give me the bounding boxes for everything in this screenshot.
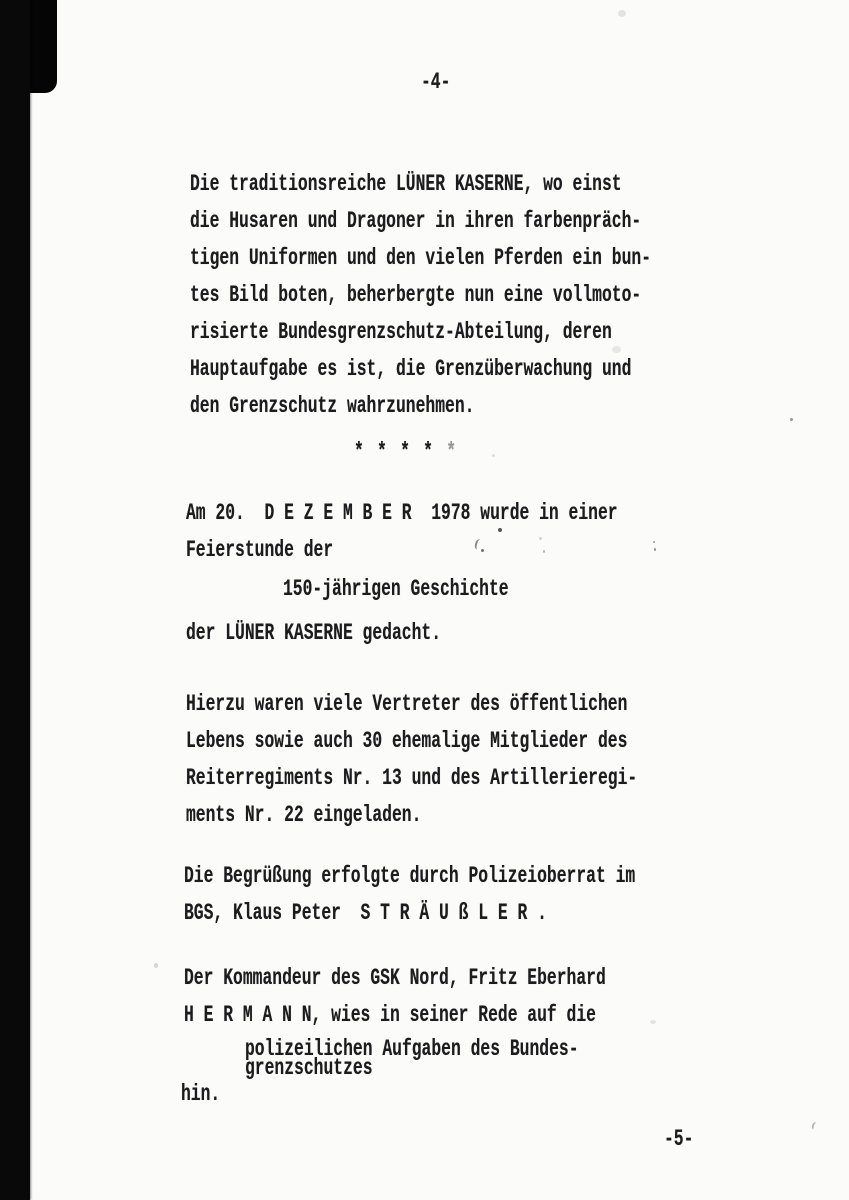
scan-artifact-left-edge-bar <box>0 0 30 1200</box>
paragraph-kaserne-history <box>190 166 833 425</box>
text-line: grenzschutzes <box>245 1054 373 1081</box>
paragraph-commander <box>184 960 772 1034</box>
text-line: polizeilichen Aufgaben des Bundes- <box>245 1036 579 1062</box>
paragraph-ceremony-date <box>186 495 788 569</box>
text-line <box>354 434 458 471</box>
text-line: Hauptaufgabe es ist, die Grenzüberwachung und <box>190 356 632 382</box>
page-number-top: -4- <box>421 69 451 95</box>
separator-stars-main: * * * * <box>354 439 435 465</box>
text-line: risierte Bundesgrenzschutz-Abteilung, deren <box>190 319 612 345</box>
text-line: hin. <box>181 1081 221 1107</box>
scan-speck <box>154 963 158 968</box>
text-line: Der Kommandeur des GSK Nord, Fritz Eberhard <box>184 965 606 991</box>
text-line: Reiterregiments Nr. 13 und des Artillerieregi- <box>186 765 638 791</box>
text-line: Feierstunde der <box>186 537 334 563</box>
text-line: Am 20. D E Z E M B E R 1978 wurde in einer <box>186 500 618 526</box>
text-line: Hierzu waren viele Vertreter des öffentlichen <box>186 691 628 717</box>
text-line: tes Bild boten, beherbergte nun eine vollmoto- <box>190 282 642 308</box>
separator-star-faint: * <box>434 439 458 465</box>
scan-speck <box>492 454 495 457</box>
text-line: H E R M A N N, wies in seiner Rede auf die <box>184 1002 596 1028</box>
line-150-years <box>283 571 598 608</box>
text-line: 150-jährigen Geschichte <box>283 576 509 602</box>
scan-speck <box>543 550 545 553</box>
text-line: Lebens sowie auch 30 ehemalige Mitglieder des <box>186 728 628 754</box>
scan-speck <box>811 1121 819 1130</box>
text-line: ments Nr. 22 eingeladen. <box>186 802 422 828</box>
paragraph-greeting <box>184 858 813 932</box>
text-line: die Husaren und Dragoner in ihren farbenpräch- <box>190 208 642 234</box>
scan-speck <box>498 528 502 532</box>
scan-speck <box>539 537 542 540</box>
scan-speck <box>653 541 655 543</box>
text-line: Die traditionsreiche LÜNER KASERNE, wo einst <box>190 171 622 197</box>
scan-speck <box>481 549 484 552</box>
separator-stars <box>354 434 499 471</box>
paragraph-commander-indent <box>245 1036 710 1081</box>
line-hin <box>181 1076 236 1113</box>
scan-speck <box>654 548 656 551</box>
scan-speck <box>612 346 621 353</box>
text-line: BGS, Klaus Peter S T R Ä U ß L E R . <box>184 900 547 926</box>
scan-speck <box>650 1020 656 1024</box>
scan-speck <box>618 10 626 17</box>
text-line: der LÜNER KASERNE gedacht. <box>186 620 442 646</box>
scan-speck <box>790 418 793 421</box>
line-kaserne-gedacht <box>186 615 542 652</box>
text-line: tigen Uniformen und den vielen Pferden ein bun- <box>190 245 652 271</box>
text-line: Die Begrüßung erfolgte durch Polizeioberrat im <box>184 863 636 889</box>
text-line: den Grenzschutz wahrzunehmen. <box>190 393 475 419</box>
paragraph-guests <box>186 686 815 834</box>
page-number-bottom: -5- <box>664 1126 694 1152</box>
